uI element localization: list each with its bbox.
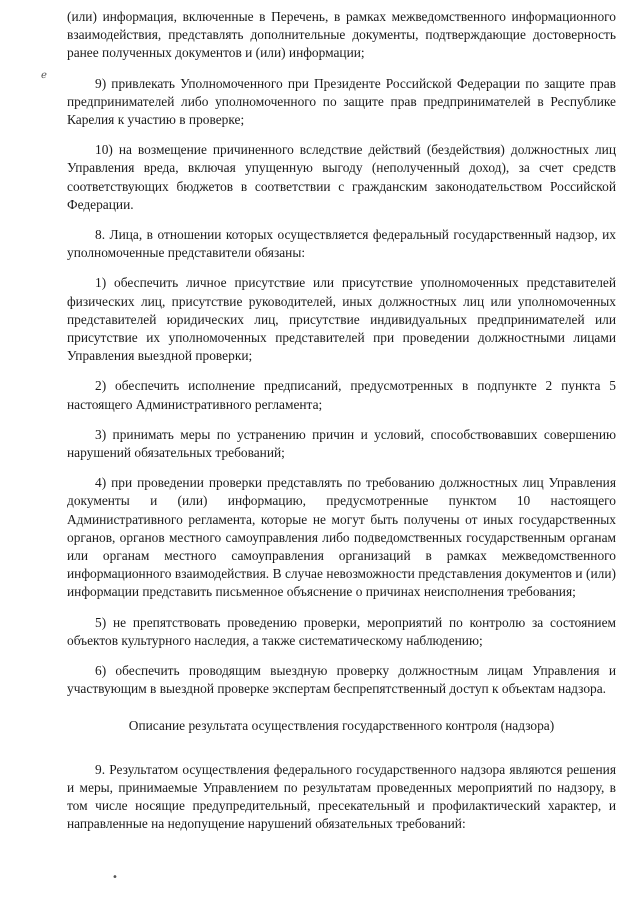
paragraph-section-8: 8. Лица, в отношении которых осуществляется федеральный государственный надзор, их уполномоченные представители обязаны: [67, 227, 616, 261]
margin-mark: ℯ [41, 70, 47, 81]
paragraph-duty-6: 6) обеспечить проводящим выездную проверку должностным лицам Управления и участвующим в выездной проверке экспертам беспрепятственный доступ к объектам надзора. [67, 663, 616, 697]
paragraph-section-9: 9. Результатом осуществления федерального государственного надзора являются решения и меры, принимаемые Управлением по результатам проведенных мероприятий по надзору, в том числе носящие предупредительный, пресекательный и профилактический характер, и направленные на недопущение нарушений обязательных требований: [67, 761, 616, 832]
paragraph-duty-4: 4) при проведении проверки представлять по требованию должностных лиц Управления документы и (или) информацию, предусмотренные пунктом 10 настоящего Административного регламента, которые не могут быть получены от иных государственных органов, органов местного самоуправления либо подведомственных государственным органам или органам местного самоуправления организаций в рамках межведомственного информационного взаимодействия. В случае невозможности представления документов и (или) информации представить письменное объяснение о причинах неисполнения требования; [67, 475, 616, 600]
paragraph-item-9: 9) привлекать Уполномоченного при Президенте Российской Федерации по защите прав предпринимателей либо уполномоченного по защите прав предпринимателей в Республике Карелия к участию в проверке; [67, 75, 616, 128]
paragraph-continuation: (или) информация, включенные в Перечень, в рамках межведомственного информационного взаимодействия, представлять дополнительные документы, подтверждающие достоверность ранее полученных документов и (или) информации; [67, 9, 616, 61]
paragraph-duty-2: 2) обеспечить исполнение предписаний, предусмотренных в подпункте 2 пункта 5 настоящего Административного регламента; [67, 378, 616, 412]
paragraph-duty-5: 5) не препятствовать проведению проверки, мероприятий по контролю за состоянием объектов культурного наследия, а также систематическому наблюдению; [67, 614, 616, 648]
paragraph-duty-3: 3) принимать меры по устранению причин и условий, способствовавших совершению нарушений обязательных требований; [67, 426, 616, 461]
margin-mark: • [112, 872, 118, 883]
section-heading: Описание результата осуществления государственного контроля (надзора) [128, 717, 555, 733]
paragraph-duty-1: 1) обеспечить личное присутствие или присутствие уполномоченных представителей физических лиц, присутствие руководителей, иных должностных лиц или уполномоченных представителей юридических лиц, присутствие индивидуальных предпринимателей или присутствие их уполномоченных представителей при проведении должностными лицами Управления выездной проверки; [67, 275, 616, 364]
paragraph-item-10: 10) на возмещение причиненного вследствие действий (бездействия) должностных лиц Управления вреда, включая упущенную выгоду (неполученный доход), за счет средств соответствующих бюджетов в соответствии с гражданским законодательством Российской Федерации. [67, 142, 616, 212]
